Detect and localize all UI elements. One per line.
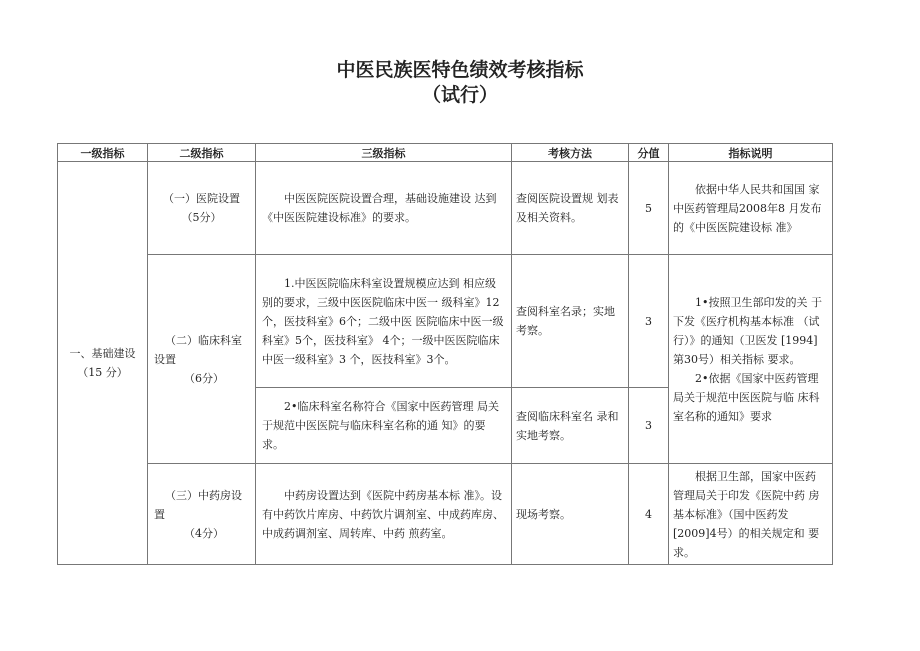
level2-cell [148, 162, 256, 255]
level2-score: （4分） [184, 526, 224, 540]
level1-cell [58, 162, 148, 565]
header-level1: 一级指标 [58, 144, 148, 162]
description-text: 1•按照卫生部印发的关 于下发《医疗机构基本标准 （试行）》的通知（卫医发 [1994]第30号）相关指标 要求。 [673, 295, 822, 366]
method-cell [512, 464, 629, 565]
level3-cell [256, 464, 512, 565]
level2-score: （6分） [184, 371, 224, 385]
score-value: 3 [645, 419, 652, 432]
level3-text: 中药房设置达到《医院中药房基本标 准》。设有中药饮片库房、中药饮片调剂室、中成药库房、中成药调剂室、周转库、中药 煎药室。 [262, 488, 504, 540]
document-title: 中医民族医特色绩效考核指标 [336, 59, 584, 81]
header-level2: 二级指标 [148, 144, 256, 162]
method-cell [512, 162, 629, 255]
level2-cell [148, 464, 256, 565]
level3-text: 1.中医医院临床科室设置规模应达到 相应级别的要求，三级中医医院临床中医一 级科室》12个，医技科室》6个；二级中医 医院临床中医一级科室》5个，医技科室》 4个；一级中医医院临床中医一级科室》3 个，医技科室》3个。 [262, 276, 504, 366]
level3-cell [256, 162, 512, 255]
score-value: 4 [645, 507, 652, 521]
level2-text: （三）中药房设置 [154, 488, 242, 521]
method-text: 现场考察。 [516, 507, 571, 521]
level3-text: 2•临床科室名称符合《国家中医药管理 局关于规范中医医院与临床科室名称的通 知》的要求。 [262, 400, 499, 451]
table-row [58, 255, 833, 388]
table-row [58, 162, 833, 255]
score-cell [629, 162, 669, 255]
level3-text: 中医医院医院设置合理，基础设施建设 达到《中医医院建设标准》的要求。 [262, 192, 497, 224]
method-text: 查阅科室名录；实地考察。 [516, 305, 615, 337]
level1-score: （15 分） [77, 366, 128, 379]
method-text: 查阅医院设置规 划表及相关资料。 [516, 192, 619, 224]
score-value: 3 [645, 314, 652, 328]
method-cell [512, 255, 629, 388]
level3-cell [256, 388, 512, 464]
level2-cell [148, 255, 256, 464]
method-cell [512, 388, 629, 464]
description-text: 依据中华人民共和国国 家中医药管理局2008年8 月发布的《中医医院建设标 准》 [673, 182, 822, 234]
description-text-2: 2•依据《国家中医药管理 局关于规范中医医院与临 床科室名称的通知》要求 [673, 371, 820, 423]
header-level3: 三级指标 [256, 144, 512, 162]
description-cell [669, 162, 833, 255]
level2-text: （一）医院设置 （5分） [163, 192, 251, 224]
indicator-table [57, 143, 833, 565]
header-description: 指标说明 [669, 144, 833, 162]
level1-name: 一、基础建设 [69, 347, 136, 360]
method-text: 查阅临床科室名 录和实地考察。 [516, 409, 619, 442]
score-value: 5 [645, 201, 652, 215]
header-score: 分值 [629, 144, 669, 162]
table-row [58, 464, 833, 565]
score-cell [629, 255, 669, 388]
description-text: 根据卫生部，国家中医药 管理局关于印发《医院中药 房基本标准》（国中医药发 [2009]4号）的相关规定和 要求。 [673, 469, 820, 559]
table-header-row [58, 144, 833, 162]
score-cell [629, 464, 669, 565]
description-cell [669, 464, 833, 565]
level2-text: （二）临床科室设置 [154, 333, 242, 366]
document-subtitle: （试行） [421, 84, 498, 106]
header-method: 考核方法 [512, 144, 629, 162]
description-cell [669, 255, 833, 464]
level3-cell [256, 255, 512, 388]
score-cell [629, 388, 669, 464]
